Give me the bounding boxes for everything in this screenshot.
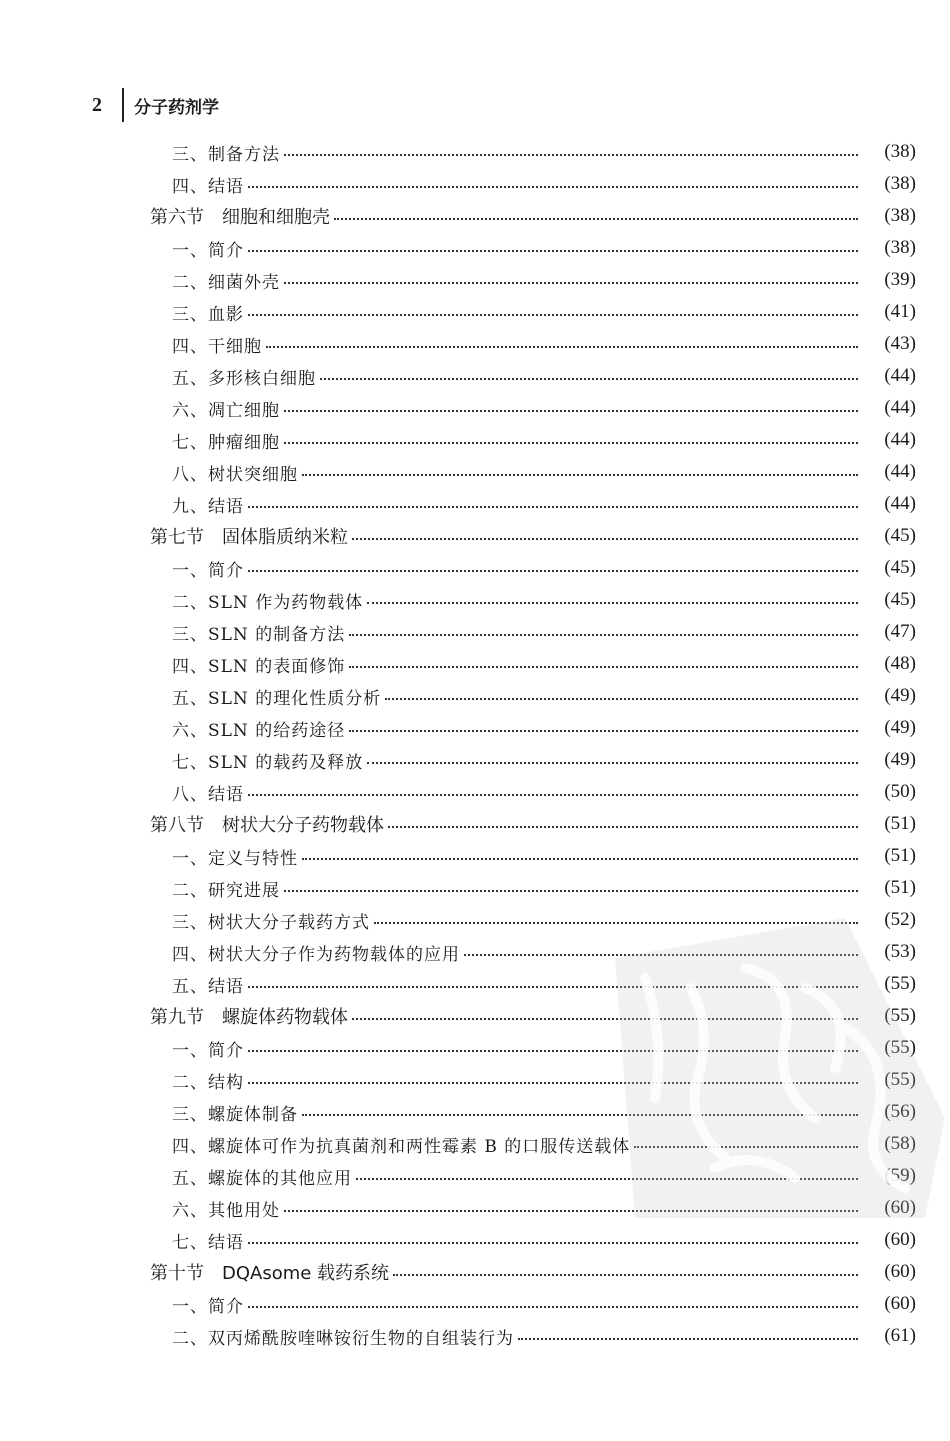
toc-page-number: (55) <box>884 1037 916 1058</box>
toc-entry-row <box>150 1160 916 1192</box>
toc-page-number: (45) <box>884 589 916 610</box>
toc-entry-title: 二、SLN 作为药物载体 <box>150 588 365 613</box>
toc-entry-title: 三、血影 <box>150 300 246 325</box>
toc-entry-row <box>150 1096 916 1128</box>
toc-page-number: (50) <box>884 781 916 802</box>
toc-entry-title: 五、多形核白细胞 <box>150 364 318 389</box>
toc-entry-title: 六、凋亡细胞 <box>150 396 282 421</box>
toc-leader-dots <box>302 474 858 476</box>
toc-entry-row <box>150 1288 916 1320</box>
toc-entry-row <box>150 1192 916 1224</box>
toc-leader-dots <box>284 442 858 444</box>
toc-entry-row <box>150 712 916 744</box>
toc-page-number: (44) <box>884 493 916 514</box>
toc-leader-dots <box>464 954 858 956</box>
toc-page-number: (55) <box>884 973 916 994</box>
toc-leader-dots <box>367 762 858 764</box>
toc-entry-row <box>150 1064 916 1096</box>
page-number: 2 <box>92 93 102 116</box>
toc-leader-dots <box>248 794 858 796</box>
toc-entry-row <box>150 1224 916 1256</box>
toc-page-number: (45) <box>884 557 916 578</box>
header-divider <box>122 88 124 122</box>
toc-leader-dots <box>248 186 858 188</box>
toc-entry-title: 二、研究进展 <box>150 876 282 901</box>
toc-entry-row <box>150 1320 916 1352</box>
toc-leader-dots <box>367 602 858 604</box>
toc-entry-row <box>150 424 916 456</box>
toc-page-number: (44) <box>884 429 916 450</box>
toc-page-number: (38) <box>884 173 916 194</box>
toc-entry-row <box>150 488 916 520</box>
toc-leader-dots <box>320 378 858 380</box>
toc-page-number: (38) <box>884 237 916 258</box>
toc-entry-title: 一、简介 <box>150 556 246 581</box>
toc-page-number: (58) <box>884 1133 916 1154</box>
toc-page-number: (44) <box>884 461 916 482</box>
toc-page-number: (45) <box>884 525 916 546</box>
toc-section-row <box>150 200 916 232</box>
toc-leader-dots <box>374 922 858 924</box>
toc-page-number: (55) <box>884 1069 916 1090</box>
toc-entry-row <box>150 328 916 360</box>
toc-page-number: (44) <box>884 365 916 386</box>
toc-leader-dots <box>284 890 858 892</box>
toc-entry-row <box>150 872 916 904</box>
toc-entry-title: 二、细菌外壳 <box>150 268 282 293</box>
toc-entry-row <box>150 136 916 168</box>
toc-entry-title: 四、结语 <box>150 172 246 197</box>
toc-leader-dots <box>356 1178 858 1180</box>
toc-entry-title: 七、SLN 的载药及释放 <box>150 748 365 773</box>
toc-leader-dots <box>248 1242 858 1244</box>
toc-leader-dots <box>248 570 858 572</box>
toc-leader-dots <box>248 1306 858 1308</box>
toc-leader-dots <box>302 1114 858 1116</box>
toc-entry-title: 六、SLN 的给药途径 <box>150 716 347 741</box>
toc-entry-title: 三、树状大分子载药方式 <box>150 908 372 933</box>
toc-entry-row <box>150 744 916 776</box>
toc-section-title: 第七节 固体脂质纳米粒 <box>150 523 350 549</box>
toc-entry-title: 三、SLN 的制备方法 <box>150 620 347 645</box>
toc-leader-dots <box>334 218 858 220</box>
toc-entry-title: 五、SLN 的理化性质分析 <box>150 684 383 709</box>
toc-entry-row <box>150 296 916 328</box>
toc-page-number: (53) <box>884 941 916 962</box>
toc-entry-title: 七、结语 <box>150 1228 246 1253</box>
toc-entry-title: 一、简介 <box>150 1292 246 1317</box>
toc-entry-row <box>150 456 916 488</box>
toc-section-title: 第十节 DQAsome 载药系统 <box>150 1259 391 1285</box>
toc-page-number: (60) <box>884 1261 916 1282</box>
toc-page-number: (59) <box>884 1165 916 1186</box>
toc-page-number: (47) <box>884 621 916 642</box>
toc-entry-row <box>150 232 916 264</box>
toc-entry-row <box>150 1032 916 1064</box>
toc-leader-dots <box>518 1338 858 1340</box>
toc-entry-title: 四、螺旋体可作为抗真菌剂和两性霉素 B 的口服传送载体 <box>150 1132 632 1157</box>
toc-leader-dots <box>248 314 858 316</box>
toc-entry-title: 二、双丙烯酰胺喹啉铵衍生物的自组装行为 <box>150 1324 516 1349</box>
toc-entry-row <box>150 168 916 200</box>
toc-page-number: (39) <box>884 269 916 290</box>
toc-page-number: (49) <box>884 749 916 770</box>
toc-entry-row <box>150 264 916 296</box>
toc-entry-title: 四、SLN 的表面修饰 <box>150 652 347 677</box>
toc-page-number: (55) <box>884 1005 916 1026</box>
toc-page-number: (56) <box>884 1101 916 1122</box>
toc-leader-dots <box>349 634 858 636</box>
toc-entry-title: 二、结构 <box>150 1068 246 1093</box>
toc-entry-title: 九、结语 <box>150 492 246 517</box>
toc-page-number: (49) <box>884 685 916 706</box>
toc-entry-row <box>150 904 916 936</box>
toc-leader-dots <box>284 1210 858 1212</box>
toc-section-row <box>150 1256 916 1288</box>
toc-page-number: (49) <box>884 717 916 738</box>
toc-entry-row <box>150 392 916 424</box>
toc-entry-row <box>150 936 916 968</box>
book-title: 分子药剂学 <box>134 97 219 118</box>
toc-leader-dots <box>284 154 858 156</box>
table-of-contents <box>150 136 916 1352</box>
toc-section-row <box>150 808 916 840</box>
toc-page-number: (41) <box>884 301 916 322</box>
toc-page-number: (51) <box>884 877 916 898</box>
toc-entry-title: 三、螺旋体制备 <box>150 1100 300 1125</box>
toc-leader-dots <box>388 826 858 828</box>
toc-leader-dots <box>302 858 858 860</box>
toc-page-number: (51) <box>884 845 916 866</box>
toc-entry-row <box>150 968 916 1000</box>
toc-page-number: (52) <box>884 909 916 930</box>
toc-entry-title: 三、制备方法 <box>150 140 282 165</box>
toc-entry-title: 一、简介 <box>150 236 246 261</box>
toc-entry-title: 一、简介 <box>150 1036 246 1061</box>
toc-section-title: 第九节 螺旋体药物载体 <box>150 1003 350 1029</box>
toc-entry-row <box>150 680 916 712</box>
toc-page-number: (38) <box>884 141 916 162</box>
toc-entry-title: 五、螺旋体的其他应用 <box>150 1164 354 1189</box>
toc-leader-dots <box>393 1274 858 1276</box>
toc-page-number: (43) <box>884 333 916 354</box>
toc-entry-row <box>150 616 916 648</box>
toc-leader-dots <box>248 250 858 252</box>
toc-page-number: (48) <box>884 653 916 674</box>
toc-leader-dots <box>248 986 858 988</box>
toc-entry-row <box>150 648 916 680</box>
toc-page-number: (60) <box>884 1197 916 1218</box>
toc-leader-dots <box>266 346 858 348</box>
toc-entry-title: 五、结语 <box>150 972 246 997</box>
toc-leader-dots <box>248 506 858 508</box>
toc-leader-dots <box>284 410 858 412</box>
toc-leader-dots <box>248 1082 858 1084</box>
toc-entry-title: 六、其他用处 <box>150 1196 282 1221</box>
toc-entry-title: 四、树状大分子作为药物载体的应用 <box>150 940 462 965</box>
toc-entry-row <box>150 1128 916 1160</box>
toc-page-number: (51) <box>884 813 916 834</box>
toc-section-title: 第八节 树状大分子药物载体 <box>150 811 386 837</box>
toc-entry-row <box>150 584 916 616</box>
toc-section-row <box>150 520 916 552</box>
toc-leader-dots <box>634 1146 858 1148</box>
running-header <box>92 88 219 122</box>
toc-entry-title: 七、肿瘤细胞 <box>150 428 282 453</box>
toc-leader-dots <box>284 282 858 284</box>
toc-page-number: (61) <box>884 1325 916 1346</box>
toc-leader-dots <box>352 1018 858 1020</box>
toc-entry-title: 八、结语 <box>150 780 246 805</box>
toc-page-number: (60) <box>884 1229 916 1250</box>
toc-leader-dots <box>248 1050 858 1052</box>
toc-entry-row <box>150 776 916 808</box>
toc-page-number: (38) <box>884 205 916 226</box>
toc-entry-title: 四、干细胞 <box>150 332 264 357</box>
toc-section-title: 第六节 细胞和细胞壳 <box>150 203 332 229</box>
toc-leader-dots <box>352 538 858 540</box>
toc-entry-row <box>150 360 916 392</box>
toc-page-number: (44) <box>884 397 916 418</box>
toc-entry-row <box>150 840 916 872</box>
toc-leader-dots <box>349 730 858 732</box>
toc-section-row <box>150 1000 916 1032</box>
toc-entry-title: 一、定义与特性 <box>150 844 300 869</box>
toc-page-number: (60) <box>884 1293 916 1314</box>
toc-leader-dots <box>349 666 858 668</box>
toc-entry-row <box>150 552 916 584</box>
toc-leader-dots <box>385 698 858 700</box>
toc-entry-title: 八、树状突细胞 <box>150 460 300 485</box>
